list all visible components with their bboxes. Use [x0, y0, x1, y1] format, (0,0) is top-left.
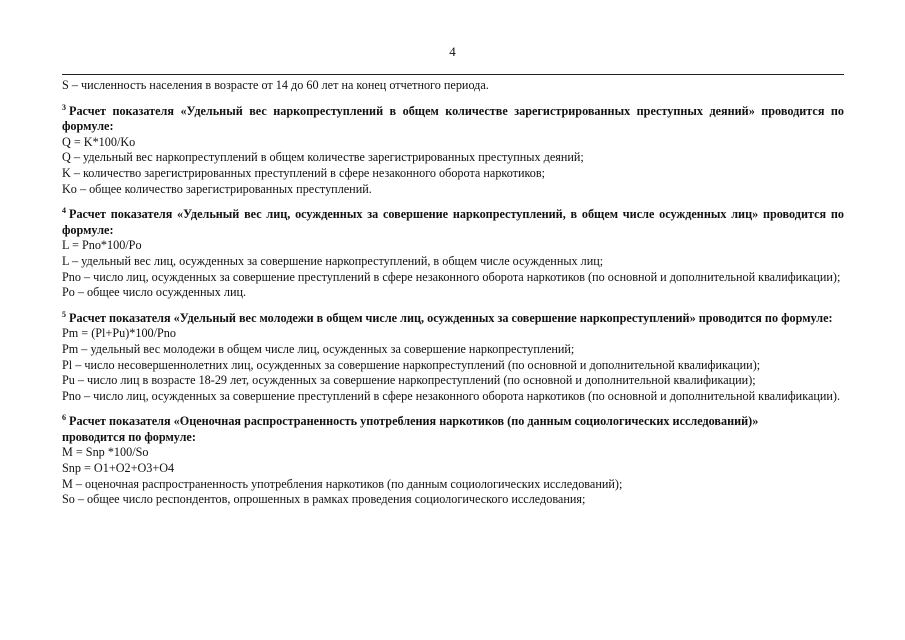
- footnote-4: [62, 207, 844, 301]
- footnote-6-mark: 6: [62, 413, 66, 423]
- footnote-3-definition: Q – удельный вес наркопреступлений в общем количестве зарегистрированных преступных деяний;: [62, 150, 584, 165]
- footnote-6-formula: Snp = O1+O2+O3+O4: [62, 461, 175, 476]
- footnote-6-definition: M – оценочная распространенность употребления наркотиков (по данным социологических исследований);: [62, 476, 623, 491]
- footnote-4-definition: Po – общее число осужденных лиц.: [62, 285, 247, 300]
- footnotes-section: [62, 78, 844, 508]
- spacer: [62, 197, 844, 207]
- footnote-6-heading-continued: проводится по формуле:: [62, 429, 196, 444]
- footnote-5-heading: [62, 311, 844, 327]
- footnote-3-definition: Ko – общее количество зарегистрированных преступлений.: [62, 181, 372, 196]
- footnote-4-definition: Pno – число лиц, осужденных за совершение преступлений в сфере незаконного оборота наркотиков (по основной и дополнительной квалификации);: [62, 269, 841, 284]
- footnote-6: [62, 414, 844, 508]
- spacer: [62, 94, 844, 104]
- footnote-3-mark: 3: [62, 102, 66, 112]
- spacer: [62, 301, 844, 311]
- footnote-4-definition: L – удельный вес лиц, осужденных за совершение наркопреступлений, в общем числе осужденных лиц;: [62, 253, 604, 268]
- footnote-separator: [62, 74, 844, 75]
- footnote-5-heading-text: Расчет показателя «Удельный вес молодежи в общем числе лиц, осужденных за совершение наркопреступлений» проводится по формуле:: [69, 310, 833, 325]
- page-number: 4: [449, 44, 456, 59]
- footnote-5-definition: Pl – число несовершеннолетних лиц, осужденных за совершение наркопреступлений (по основной и дополнительной квалификации);: [62, 357, 761, 372]
- footnote-5-mark: 5: [62, 309, 66, 319]
- footnote-5-definition: Pno – число лиц, осужденных за совершение преступлений в сфере незаконного оборота наркотиков (по основной и дополнительной квалификации).: [62, 388, 841, 403]
- footnote-5-definition: Pu – число лиц в возрасте 18-29 лет, осужденных за совершение наркопреступлений (по основной и дополнительной квалификации);: [62, 373, 756, 388]
- footnote-5-formula: Pm = (Pl+Pu)*100/Pno: [62, 326, 176, 341]
- footnote-4-mark: 4: [62, 206, 66, 216]
- footnote-6-definition: So – общее число респондентов, опрошенных в рамках проведения социологического исследования;: [62, 492, 586, 507]
- footnote-4-heading-text: Расчет показателя «Удельный вес лиц, осужденных за совершение наркопреступлений, в общем числе осужденных лиц» проводится по формуле:: [62, 207, 844, 237]
- footnote-intro: S – численность населения в возрасте от 14 до 60 лет на конец отчетного периода.: [62, 78, 489, 92]
- footnote-3-definition: K – количество зарегистрированных преступлений в сфере незаконного оборота наркотиков;: [62, 165, 546, 180]
- footnote-3-formula: Q = K*100/Ko: [62, 134, 136, 149]
- footnote-5: [62, 311, 844, 405]
- footnote-3-heading-text: Расчет показателя «Удельный вес наркопреступлений в общем количестве зарегистрированных преступных деяний» проводится по формуле:: [62, 103, 844, 134]
- footnote-6-formula: M = Snp *100/So: [62, 445, 149, 460]
- footnote-5-definition: Pm – удельный вес молодежи в общем числе лиц, осужденных за совершение наркопреступлений;: [62, 341, 575, 356]
- spacer: [62, 404, 844, 414]
- footnote-3: [62, 104, 844, 198]
- footnote-4-heading: [62, 207, 844, 238]
- footnote-6-heading: [62, 414, 844, 430]
- footnote-3-heading: [62, 104, 844, 135]
- footnote-6-heading-text: Расчет показателя «Оценочная распространенность употребления наркотиков (по данным социологических исследований)»: [69, 414, 759, 429]
- footnote-4-formula: L = Pno*100/Po: [62, 238, 142, 253]
